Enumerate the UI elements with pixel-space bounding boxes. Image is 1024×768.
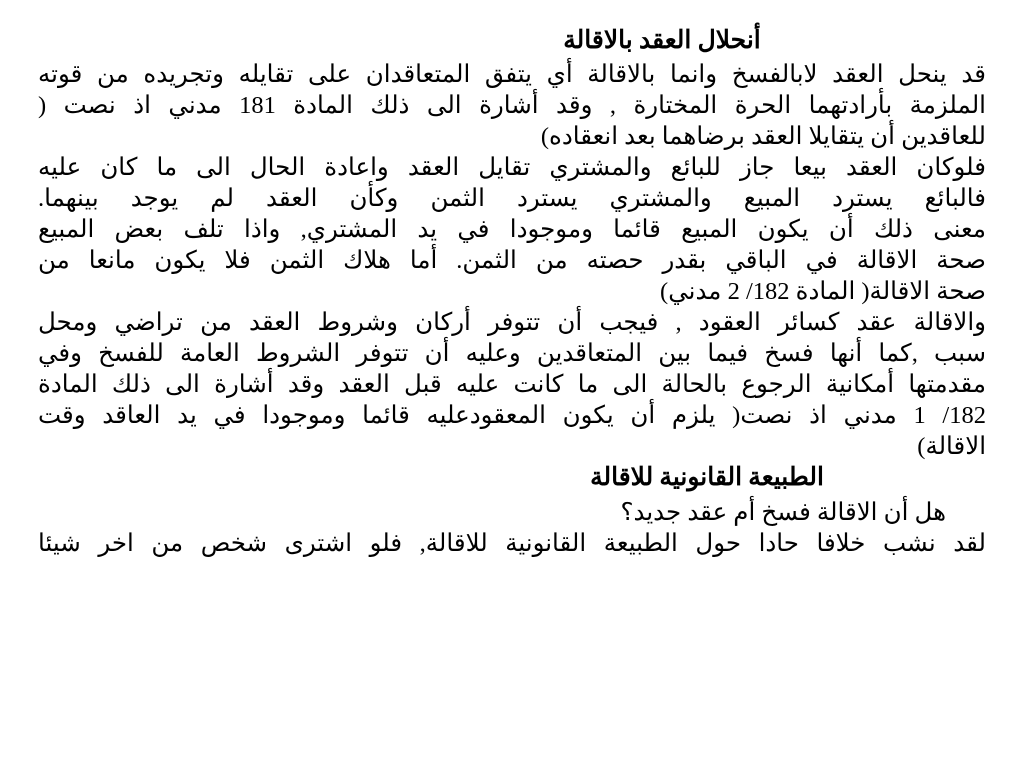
text-line: مقدمتها أمكانية الرجوع بالحالة الى ما كانت عليه قبل العقد وقد أشارة الى ذلك المادة bbox=[38, 371, 986, 398]
text-line: والاقالة عقد كسائر العقود , فيجب أن تتوفر أركان وشروط العقد من تراضي ومحل bbox=[38, 309, 986, 336]
text-line: صحة الاقالة في الباقي بقدر حصته من الثمن. أما هلاك الثمن فلا يكون مانعا من bbox=[38, 247, 986, 274]
text-line: للعاقدين أن يتقايلا العقد برضاهما بعد انعقاده) bbox=[540, 123, 986, 150]
text-line: 182/ 1 مدني اذ نصت( يلزم أن يكون المعقودعليه قائما وموجودا في يد العاقد وقت bbox=[38, 402, 986, 429]
section-title-rescission: أنحلال العقد بالاقالة bbox=[563, 27, 761, 54]
text-line: الملزمة بأرادتهما الحرة المختارة , وقد أشارة الى ذلك المادة 181 مدني اذ نصت ( bbox=[38, 92, 986, 119]
section-title-legal-nature: الطبيعة القانونية للاقالة bbox=[590, 464, 824, 491]
text-line: فلوكان العقد بيعا جاز للبائع والمشتري تقايل العقد واعادة الحال الى ما كان عليه bbox=[38, 154, 986, 181]
text-line: قد ينحل العقد لابالفسخ وانما بالاقالة أي يتفق المتعاقدان على تقايله وتجريده من قوته bbox=[38, 61, 986, 88]
text-line: لقد نشب خلافا حادا حول الطبيعة القانونية للاقالة, فلو اشترى شخص من اخر شيئا bbox=[38, 530, 986, 557]
text-line: معنى ذلك أن يكون المبيع قائما وموجودا في يد المشتري, واذا تلف بعض المبيع bbox=[38, 216, 986, 243]
question-line: هل أن الاقالة فسخ أم عقد جديد؟ bbox=[620, 499, 946, 526]
text-line: سبب ,كما أنها فسخ فيما بين المتعاقدين وعليه أن تتوفر الشروط العامة للفسخ وفي bbox=[38, 340, 986, 367]
text-line: الاقالة) bbox=[917, 433, 986, 460]
section-body-rescission bbox=[38, 59, 986, 462]
text-line: فالبائع يسترد المبيع والمشتري يسترد الثمن وكأن العقد لم يوجد بينهما. bbox=[38, 185, 986, 212]
text-line: صحة الاقالة( المادة 182/ 2 مدني) bbox=[660, 278, 986, 305]
